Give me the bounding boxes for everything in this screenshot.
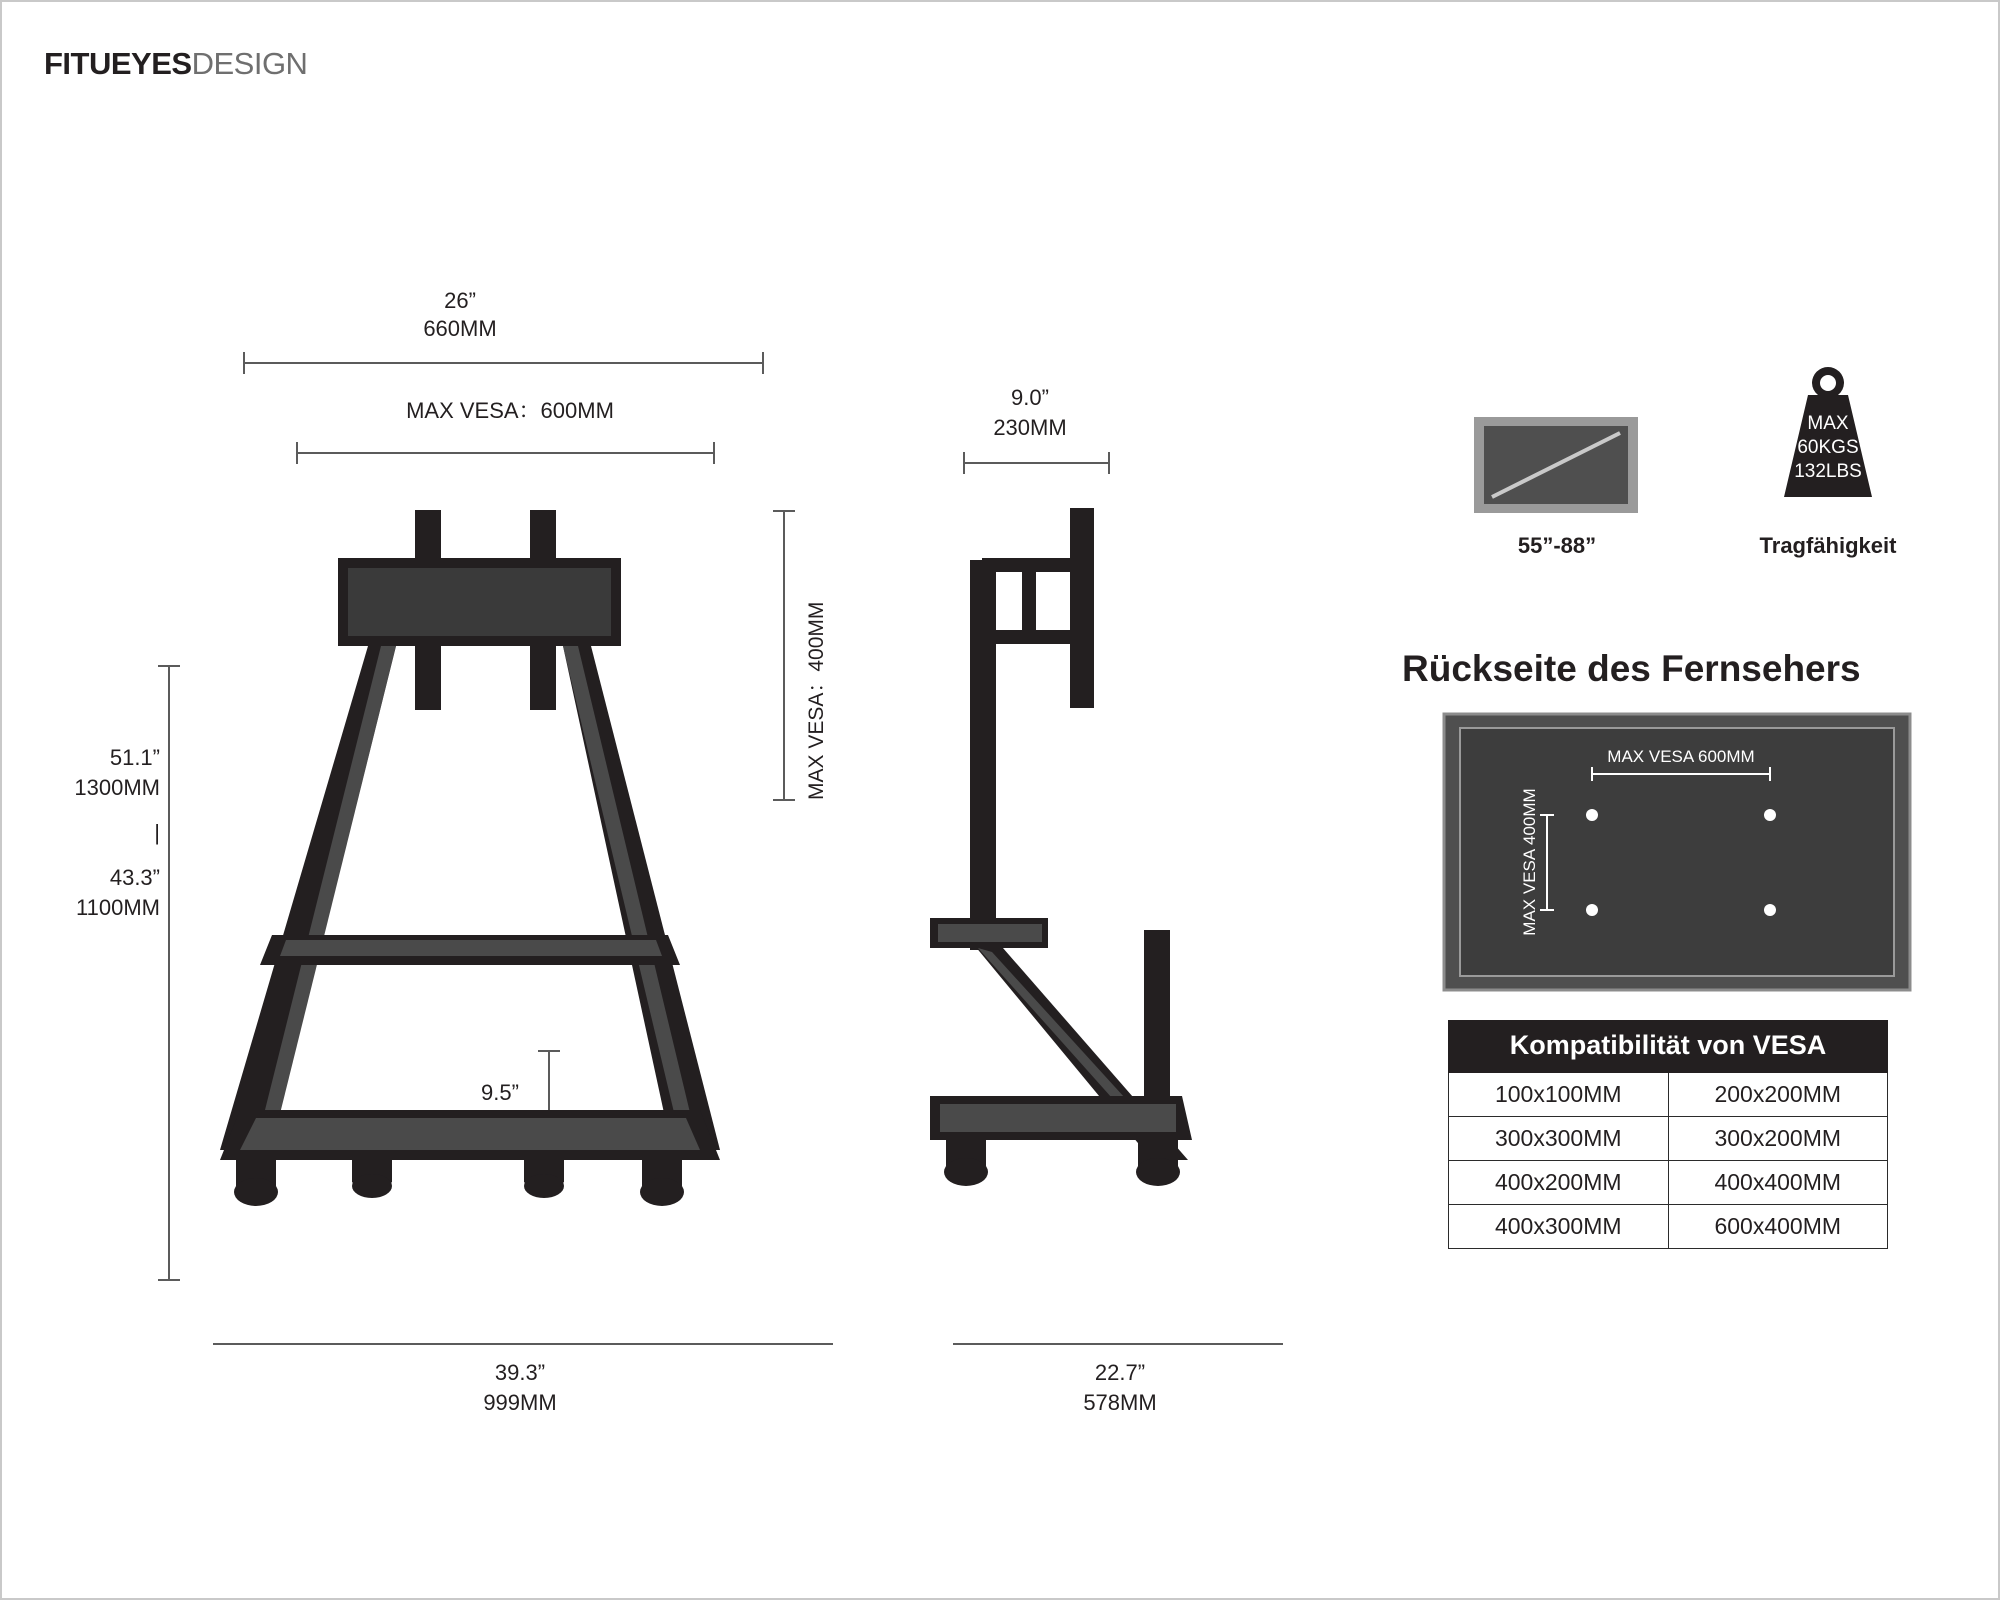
table-cell: 100x100MM (1449, 1073, 1669, 1117)
brand-logo (44, 46, 307, 82)
side-base-inch: 22.7” (1094, 1360, 1146, 1385)
height-high-mm: 1300MM (74, 775, 160, 800)
side-depth-dim-line (963, 462, 1110, 464)
tv-screen-icon (1472, 415, 1640, 515)
screen-size-caption: 55”-88” (1517, 533, 1597, 558)
side-depth-tick-left (963, 452, 965, 474)
front-height-dim-line (168, 665, 170, 1280)
table-row (1449, 1117, 1888, 1161)
weight-icon (1762, 365, 1894, 505)
tv-stand-front-view (200, 510, 880, 1300)
weight-icon-line1: MAX (1807, 413, 1849, 434)
tv-back-vertical-label: MAX VESA 400MM (1520, 788, 1539, 936)
base-width-inch: 39.3” (494, 1360, 546, 1385)
table-row (1449, 1073, 1888, 1117)
weight-caption: Tragfähigkeit (1759, 533, 1897, 558)
tv-stand-side-view (930, 500, 1290, 1290)
table-cell: 200x200MM (1668, 1073, 1888, 1117)
side-depth-tick-right (1108, 452, 1110, 474)
front-width-tick-left (243, 352, 245, 374)
tv-back-title: Rückseite des Fernsehers (1402, 648, 1861, 689)
side-base-mm: 578MM (1083, 1390, 1157, 1415)
table-cell: 400x300MM (1449, 1205, 1669, 1249)
max-vesa-vertical-label: MAX VESA：400MM (805, 601, 828, 800)
tv-back-horizontal-label: MAX VESA 600MM (1607, 747, 1755, 766)
table-row (1449, 1205, 1888, 1249)
side-base-dim-line (953, 1343, 1283, 1345)
side-depth-inch: 9.0” (1011, 385, 1049, 410)
shelf-gap-inch: 9.5” (481, 1080, 519, 1105)
table-header-row (1449, 1021, 1888, 1073)
weight-icon-line3: 132LBS (1794, 461, 1862, 482)
table-cell: 600x400MM (1668, 1205, 1888, 1249)
brand-logo-light: DESIGN (191, 46, 308, 81)
tv-back-diagram (1442, 712, 1912, 992)
vesa-compatibility-table (1448, 1020, 1888, 1249)
table-cell: 300x300MM (1449, 1117, 1669, 1161)
height-low-mm: 1100MM (76, 895, 160, 920)
base-width-dim-line (213, 1343, 833, 1345)
table-row (1449, 1161, 1888, 1205)
table-cell: 300x200MM (1668, 1117, 1888, 1161)
max-vesa-h-tick-right (713, 442, 715, 464)
front-height-tick-top (158, 665, 180, 667)
brand-logo-bold: FITUEYES (44, 46, 192, 81)
side-depth-mm: 230MM (993, 415, 1067, 440)
height-high-inch: 51.1” (109, 745, 160, 770)
height-low-inch: 43.3” (109, 865, 160, 890)
front-height-tick-bottom (158, 1279, 180, 1281)
vesa-table-title: Kompatibilität von VESA (1449, 1021, 1888, 1073)
height-separator: | (154, 820, 160, 845)
max-vesa-h-dim-line (296, 452, 714, 454)
base-width-mm: 999MM (483, 1390, 557, 1415)
front-width-mm: 660MM (423, 316, 497, 341)
table-cell: 400x400MM (1668, 1161, 1888, 1205)
weight-icon-line2: 60KGS (1797, 437, 1859, 458)
front-width-inch: 26” (444, 288, 476, 313)
front-width-tick-right (762, 352, 764, 374)
table-cell: 400x200MM (1449, 1161, 1669, 1205)
max-vesa-h-tick-left (296, 442, 298, 464)
max-vesa-horizontal-label: MAX VESA：600MM (406, 398, 614, 423)
front-width-dim-line (243, 362, 763, 364)
